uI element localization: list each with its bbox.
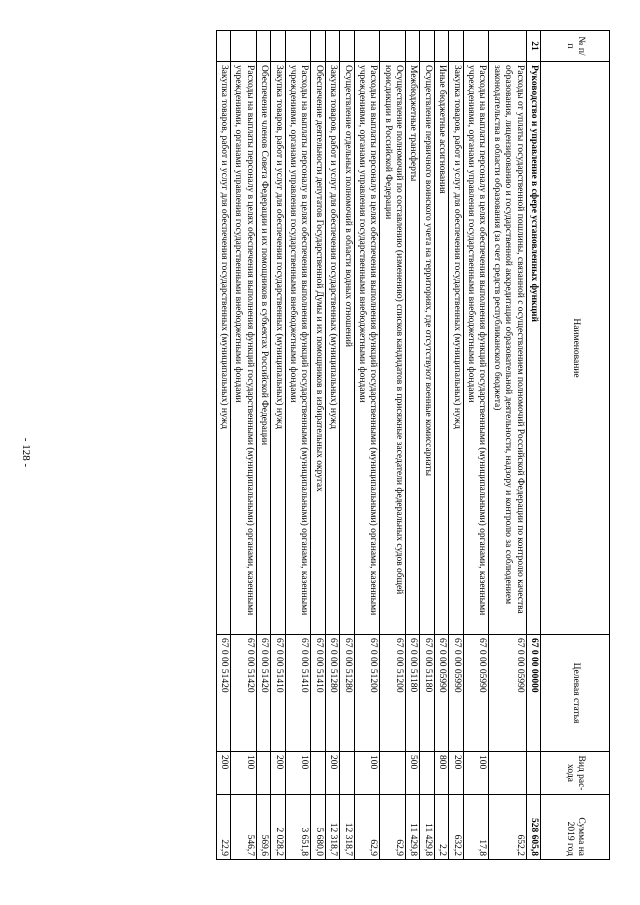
cell-sum: 12 318,7 <box>325 795 339 860</box>
cell-name: Закупка товаров, работ и услуг для обеспечения государственных (муниципальных) нужд <box>449 62 463 635</box>
cell-num <box>463 31 489 62</box>
cell-sum: 17,8 <box>463 795 489 860</box>
table-row <box>449 31 463 860</box>
cell-name: Обеспечение деятельности депутатов Государственной Думы и их помощников в избирательных округах <box>311 62 325 635</box>
cell-code: 67 0 00 51410 <box>271 635 285 752</box>
cell-code: 67 0 00 51180 <box>406 635 420 752</box>
cell-name: Расходы от уплаты государственной пошлины, связанной с осуществлением полномочий Российской Федерации по контролю качества образования, лицензированию и государственной аккредитации образовательной деятельности, надзору и контролю за соблюдением законодательства в области образования (за счет средств республиканского бюджета) <box>489 62 526 635</box>
cell-type <box>340 752 354 795</box>
cell-code: 67 0 00 05990 <box>489 635 526 752</box>
cell-type: 200 <box>216 752 230 795</box>
table-row <box>256 31 270 860</box>
header-name: Наименование <box>541 62 610 635</box>
cell-type <box>311 752 325 795</box>
cell-type <box>489 752 526 795</box>
table-row <box>526 31 540 860</box>
cell-num: 21 <box>526 31 540 62</box>
cell-code: 67 0 00 51420 <box>216 635 230 752</box>
cell-code: 67 0 00 51410 <box>285 635 311 752</box>
cell-code: 67 0 00 51420 <box>256 635 270 752</box>
cell-num <box>231 31 257 62</box>
table-body <box>216 31 540 860</box>
cell-code: 67 0 00 51280 <box>340 635 354 752</box>
cell-num <box>271 31 285 62</box>
table-row <box>354 31 380 860</box>
table-row <box>406 31 420 860</box>
table-row <box>216 31 230 860</box>
cell-num <box>449 31 463 62</box>
cell-type: 500 <box>406 752 420 795</box>
table-row <box>325 31 339 860</box>
cell-name: Расходы на выплаты персоналу в целях обеспечения выполнения функций государственными (муниципальными) органами, казенными учреждениями, органами управления государственными внебюджетными фондами <box>463 62 489 635</box>
cell-code: 67 0 00 51200 <box>354 635 380 752</box>
cell-name: Осуществление отдельных полномочий в области водных отношений <box>340 62 354 635</box>
page-number: - 128 - <box>20 437 32 468</box>
cell-type: 100 <box>463 752 489 795</box>
cell-num <box>489 31 526 62</box>
cell-num <box>311 31 325 62</box>
cell-sum: 62,9 <box>380 795 406 860</box>
cell-code: 67 0 00 05990 <box>434 635 448 752</box>
cell-name: Закупка товаров, работ и услуг для обеспечения государственных (муниципальных) нужд <box>325 62 339 635</box>
cell-type: 200 <box>271 752 285 795</box>
cell-sum: 546,7 <box>231 795 257 860</box>
table-row <box>285 31 311 860</box>
cell-num <box>325 31 339 62</box>
cell-type: 100 <box>285 752 311 795</box>
cell-name: Расходы на выплаты персоналу в целях обеспечения выполнения функций государственными (муниципальными) органами, казенными учреждениями, органами управления государственными внебюджетными фондами <box>354 62 380 635</box>
table-row <box>489 31 526 860</box>
cell-sum: 11 429,8 <box>420 795 434 860</box>
cell-code: 67 0 00 51280 <box>325 635 339 752</box>
table-row <box>340 31 354 860</box>
cell-num <box>380 31 406 62</box>
cell-type: 200 <box>449 752 463 795</box>
cell-code: 67 0 00 51200 <box>380 635 406 752</box>
cell-num <box>420 31 434 62</box>
cell-code: 67 0 00 51410 <box>311 635 325 752</box>
cell-sum: 5 680,0 <box>311 795 325 860</box>
cell-name: Осуществление первичного воинского учета на территориях, где отсутствуют военные комиссариаты <box>420 62 434 635</box>
budget-table <box>216 30 610 860</box>
cell-type <box>526 752 540 795</box>
cell-sum: 3 651,8 <box>285 795 311 860</box>
cell-sum: 12 318,7 <box>340 795 354 860</box>
cell-name: Осуществление полномочий по составлению (изменению) списков кандидатов в присяжные заседатели федеральных судов общей юрисдикции в Российской Федерации <box>380 62 406 635</box>
cell-sum: 652,2 <box>489 795 526 860</box>
cell-name: Закупка товаров, работ и услуг для обеспечения государственных (муниципальных) нужд <box>216 62 230 635</box>
cell-num <box>340 31 354 62</box>
cell-name: Расходы на выплаты персоналу в целях обеспечения выполнения функций государственными (муниципальными) органами, казенными учреждениями, органами управления государственными внебюджетными фондами <box>285 62 311 635</box>
cell-sum: 569,6 <box>256 795 270 860</box>
cell-sum: 11 429,8 <box>406 795 420 860</box>
cell-name: Межбюджетные трансферты <box>406 62 420 635</box>
cell-num <box>256 31 270 62</box>
cell-code: 67 0 00 51180 <box>420 635 434 752</box>
cell-type: 800 <box>434 752 448 795</box>
cell-sum: 2 028,2 <box>271 795 285 860</box>
table-row <box>311 31 325 860</box>
cell-sum: 62,9 <box>354 795 380 860</box>
cell-type <box>380 752 406 795</box>
cell-code: 67 0 00 00000 <box>526 635 540 752</box>
table-row <box>434 31 448 860</box>
cell-sum: 528 605,8 <box>526 795 540 860</box>
cell-type: 100 <box>231 752 257 795</box>
cell-code: 67 0 00 05990 <box>449 635 463 752</box>
cell-num <box>285 31 311 62</box>
cell-type <box>420 752 434 795</box>
header-code: Целевая статья <box>541 635 610 752</box>
cell-name: Расходы на выплаты персоналу в целях обеспечения выполнения функций государственными (муниципальными) органами, казенными учреждениями, органами управления государственными внебюджетными фондами <box>231 62 257 635</box>
cell-code: 67 0 00 05990 <box>463 635 489 752</box>
table-row <box>380 31 406 860</box>
cell-name: Закупка товаров, работ и услуг для обеспечения государственных (муниципальных) нужд <box>271 62 285 635</box>
table-row <box>463 31 489 860</box>
cell-type <box>256 752 270 795</box>
cell-code: 67 0 00 51420 <box>231 635 257 752</box>
table-row <box>420 31 434 860</box>
cell-type: 200 <box>325 752 339 795</box>
cell-sum: 2,2 <box>434 795 448 860</box>
cell-name: Иные бюджетные ассигнования <box>434 62 448 635</box>
cell-type: 100 <box>354 752 380 795</box>
cell-num <box>406 31 420 62</box>
header-type: Вид рас-хода <box>541 752 610 795</box>
cell-sum: 632,2 <box>449 795 463 860</box>
cell-name: Обеспечение членов Совета Федерации и их помощников в субъектах Российской Федерации <box>256 62 270 635</box>
cell-num <box>434 31 448 62</box>
header-num: № п/п <box>541 31 610 62</box>
cell-num <box>354 31 380 62</box>
table-row <box>231 31 257 860</box>
cell-name: Руководство и управление в сфере установленных функций <box>526 62 540 635</box>
header-sum: Сумма на 2019 год <box>541 795 610 860</box>
cell-sum: 22,9 <box>216 795 230 860</box>
table-header-row <box>541 31 610 860</box>
cell-num <box>216 31 230 62</box>
table-row <box>271 31 285 860</box>
